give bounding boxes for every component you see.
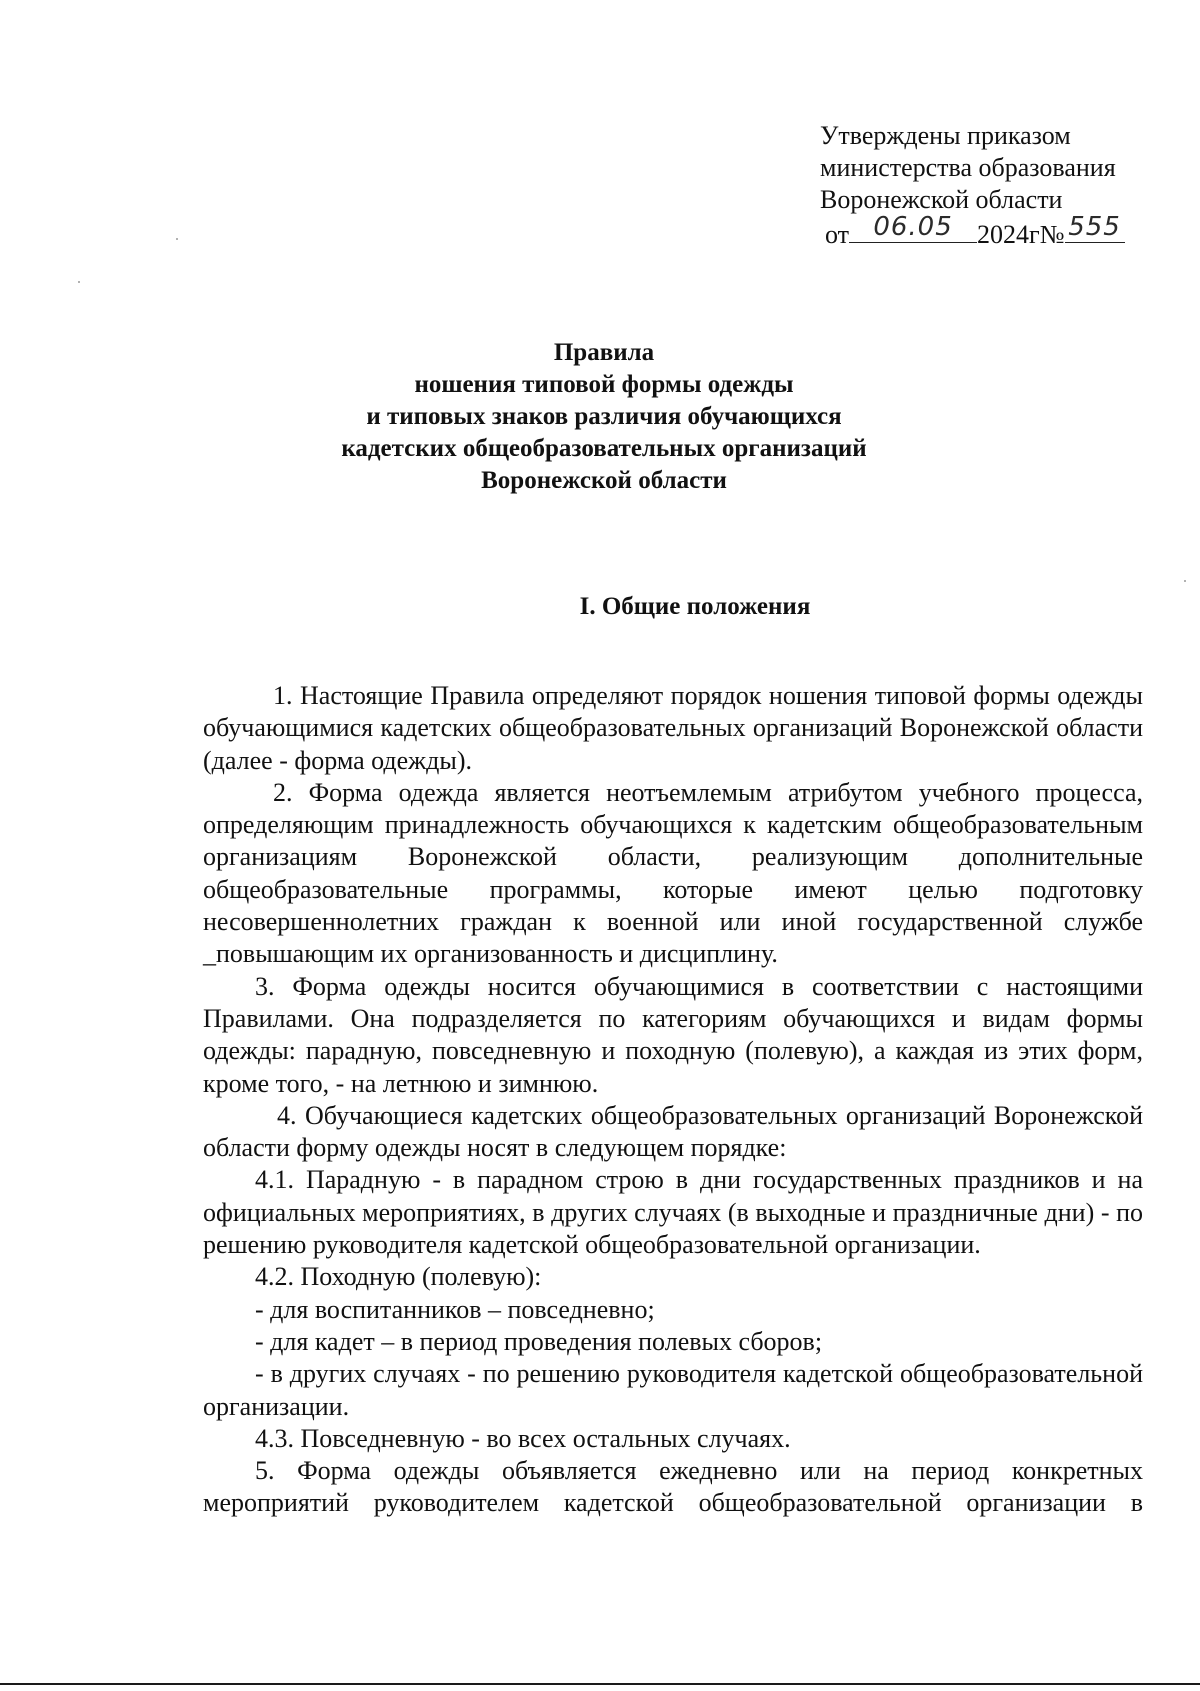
title-line-1: Правила bbox=[553, 339, 655, 366]
handwritten-number: 555 bbox=[1068, 212, 1121, 242]
paragraph-4: 4. Обучающиеся кадетских общеобразовательных организаций Воронежской области форму одежды носят в следующем порядке: bbox=[203, 1100, 1143, 1163]
paragraph-4-1: 4.1. Парадную - в парадном строю в дни государственных праздников и на официальных мероприятиях, в других случаях (в выходные и праздничные дни) - по решению руководителя кадетской общеобразовательной организации. bbox=[203, 1165, 1143, 1260]
scan-speck bbox=[78, 281, 80, 283]
paragraph-1: 1. Настоящие Правила определяют порядок ношения типовой формы одежды обучающимися кадетских общеобразовательных организаций Воронежской области (далее - форма одежды). bbox=[203, 681, 1143, 775]
handwritten-date: 06.05 bbox=[873, 212, 953, 242]
date-prefix: от bbox=[825, 220, 850, 249]
title-line-4: кадетских общеобразовательных организаций bbox=[341, 435, 867, 462]
approval-date-line bbox=[825, 212, 1165, 251]
list-item-other-cases: - в других случаях - по решению руководителя кадетской общеобразовательной организации. bbox=[203, 1359, 1143, 1421]
title-line-2: ношения типовой формы одежды bbox=[414, 371, 794, 398]
number-sign: № bbox=[1039, 220, 1065, 249]
document-title bbox=[200, 337, 1008, 497]
document-body bbox=[203, 680, 1143, 1520]
paragraph-5: 5. Форма одежды объявляется ежедневно или на период конкретных мероприятий руководителем кадетской общеобразовательной организации в bbox=[203, 1456, 1143, 1518]
paragraph-2: 2. Форма одежда является неотъемлемым атрибутом учебного процесса, определяющим принадлежность обучающихся к кадетским общеобразовательным организациям Воронежской области, реализующим дополнительные общеобразовательные программы, которые имеют целью подготовку несовершеннолетних граждан к военной или иной государственной службе _повышающим их организованность и дисциплину. bbox=[203, 777, 1143, 969]
title-line-3: и типовых знаков различия обучающихся bbox=[366, 403, 842, 430]
approval-block bbox=[820, 120, 1165, 251]
paragraph-3: 3. Форма одежды носится обучающимися в соответствии с настоящими Правилами. Она подразделяется по категориям обучающихся и видам формы одежды: парадную, повседневную и походную (полевую), а каждая из этих форм, кроме того, - на летнюю и зимнюю. bbox=[203, 971, 1143, 1098]
section-heading-text: I. Общие положения bbox=[579, 593, 811, 620]
approval-line-2: министерства образования bbox=[820, 153, 1116, 182]
list-item-cadets: - для кадет – в период проведения полевых сборов; bbox=[255, 1326, 823, 1356]
scan-speck bbox=[1184, 580, 1186, 582]
title-line-5: Воронежской области bbox=[481, 467, 727, 494]
date-blank bbox=[849, 212, 977, 243]
scan-speck bbox=[176, 238, 178, 240]
list-item-pupils: - для воспитанников – повседневно; bbox=[255, 1294, 655, 1324]
approval-line-3: Воронежской области bbox=[820, 185, 1063, 214]
page-bottom-edge bbox=[0, 1683, 1200, 1685]
year-text: 2024г bbox=[977, 220, 1040, 249]
paragraph-4-2: 4.2. Походную (полевую): bbox=[255, 1262, 542, 1292]
paragraph-4-3: 4.3. Повседневную - во всех остальных случаях. bbox=[255, 1423, 791, 1453]
number-blank bbox=[1065, 212, 1125, 243]
approval-line-1: Утверждены приказом bbox=[820, 121, 1071, 150]
section-heading bbox=[200, 591, 1190, 623]
